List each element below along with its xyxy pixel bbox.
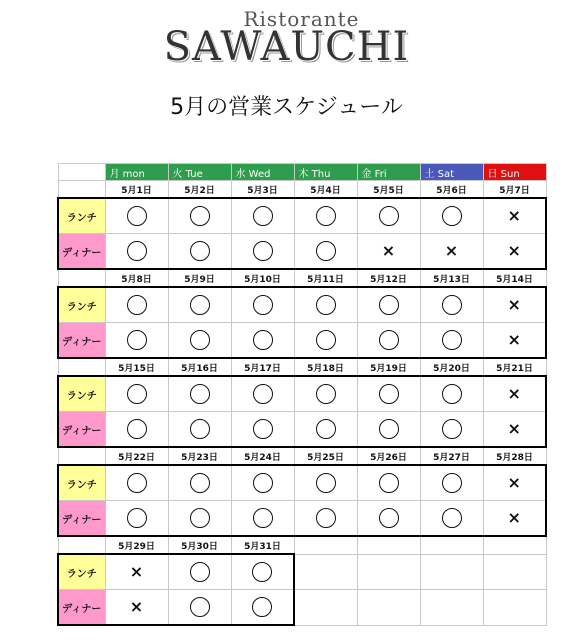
- dinner-label: ディナー: [58, 323, 105, 359]
- lunch-status-cell: [294, 198, 357, 234]
- logo-ristorante: Ristorante: [243, 7, 360, 31]
- open-circle-icon: [127, 384, 147, 404]
- closed-cross-icon: ×: [507, 508, 521, 528]
- dinner-status-cell: [231, 323, 294, 359]
- empty-cell: [294, 554, 357, 590]
- closed-cross-icon: ×: [507, 241, 521, 261]
- open-circle-icon: [442, 330, 462, 350]
- lunch-status-cell: [420, 465, 483, 501]
- date-row: [58, 447, 546, 465]
- lunch-status-cell: [357, 287, 420, 323]
- open-circle-icon: [253, 295, 273, 315]
- date-cell: 5月20日: [420, 358, 483, 376]
- dinner-label: ディナー: [58, 590, 105, 626]
- schedule-table: [57, 163, 547, 626]
- open-circle-icon: [190, 241, 210, 261]
- open-circle-icon: [253, 384, 273, 404]
- date-cell: 5月17日: [231, 358, 294, 376]
- dinner-status-cell: [105, 234, 168, 270]
- lunch-row: [58, 465, 546, 501]
- dinner-status-cell: [168, 323, 231, 359]
- dinner-status-cell: [483, 412, 546, 448]
- open-circle-icon: [316, 295, 336, 315]
- weekday-4: 金 Fri: [357, 164, 420, 181]
- open-circle-icon: [253, 473, 273, 493]
- open-circle-icon: [442, 473, 462, 493]
- dinner-status-cell: [168, 590, 231, 626]
- lunch-status-cell: [231, 376, 294, 412]
- date-cell: 5月18日: [294, 358, 357, 376]
- date-cell: 5月8日: [105, 269, 168, 287]
- lunch-status-cell: [420, 376, 483, 412]
- dinner-status-cell: [105, 323, 168, 359]
- dinner-status-cell: [420, 501, 483, 537]
- date-cell: 5月24日: [231, 447, 294, 465]
- dinner-status-cell: [294, 323, 357, 359]
- lunch-row: [58, 198, 546, 234]
- open-circle-icon: [127, 206, 147, 226]
- dinner-status-cell: [294, 412, 357, 448]
- dinner-status-cell: [420, 323, 483, 359]
- closed-cross-icon: ×: [507, 473, 521, 493]
- date-row: [58, 536, 546, 554]
- closed-cross-icon: ×: [444, 241, 459, 261]
- open-circle-icon: [127, 508, 147, 528]
- date-cell: 5月19日: [357, 358, 420, 376]
- dinner-status-cell: [231, 590, 294, 626]
- empty-cell: [483, 554, 546, 590]
- lunch-status-cell: [420, 287, 483, 323]
- date-cell: 5月3日: [231, 181, 294, 199]
- dinner-status-cell: [357, 234, 420, 270]
- date-cell: 5月12日: [357, 269, 420, 287]
- empty-cell: [294, 590, 357, 626]
- dinner-status-cell: [357, 412, 420, 448]
- lunch-row: [58, 376, 546, 412]
- date-cell: 5月5日: [357, 181, 420, 199]
- open-circle-icon: [253, 508, 273, 528]
- lunch-status-cell: [105, 465, 168, 501]
- weekday-0: 月 mon: [105, 164, 168, 181]
- date-cell: 5月30日: [168, 536, 231, 554]
- dinner-row: [58, 412, 546, 448]
- date-row-blank: [58, 181, 105, 199]
- date-cell: 5月13日: [420, 269, 483, 287]
- open-circle-icon: [316, 508, 336, 528]
- open-circle-icon: [442, 384, 462, 404]
- header-corner: [58, 164, 105, 181]
- weekday-5: 土 Sat: [420, 164, 483, 181]
- date-cell: 5月31日: [231, 536, 294, 554]
- date-cell: 5月11日: [294, 269, 357, 287]
- date-cell: 5月4日: [294, 181, 357, 199]
- dinner-status-cell: [168, 412, 231, 448]
- date-row: [58, 181, 546, 199]
- open-circle-icon: [379, 206, 399, 226]
- closed-cross-icon: ×: [507, 384, 521, 404]
- date-cell: 5月21日: [483, 358, 546, 376]
- open-circle-icon: [379, 473, 399, 493]
- open-circle-icon: [442, 508, 462, 528]
- dinner-status-cell: [483, 323, 546, 359]
- open-circle-icon: [316, 241, 336, 261]
- empty-cell: [357, 554, 420, 590]
- lunch-status-cell: [483, 376, 546, 412]
- date-cell: 5月23日: [168, 447, 231, 465]
- dinner-status-cell: [294, 501, 357, 537]
- open-circle-icon: [127, 330, 147, 350]
- lunch-label: ランチ: [58, 554, 105, 590]
- dinner-status-cell: [231, 234, 294, 270]
- lunch-status-cell: [105, 376, 168, 412]
- open-circle-icon: [316, 473, 336, 493]
- lunch-row: [58, 287, 546, 323]
- open-circle-icon: [127, 419, 147, 439]
- date-cell: 5月26日: [357, 447, 420, 465]
- empty-cell: [357, 590, 420, 626]
- lunch-label: ランチ: [58, 376, 105, 412]
- empty-cell: [294, 536, 357, 554]
- date-cell: 5月6日: [420, 181, 483, 199]
- open-circle-icon: [442, 206, 462, 226]
- dinner-status-cell: [357, 323, 420, 359]
- date-row-blank: [58, 536, 105, 554]
- dinner-row: [58, 323, 546, 359]
- dinner-row: [58, 234, 546, 270]
- dinner-status-cell: [231, 412, 294, 448]
- date-cell: 5月10日: [231, 269, 294, 287]
- closed-cross-icon: ×: [507, 419, 521, 439]
- lunch-status-cell: [168, 198, 231, 234]
- lunch-status-cell: [105, 554, 168, 590]
- lunch-status-cell: [294, 287, 357, 323]
- date-cell: 5月7日: [483, 181, 546, 199]
- dinner-status-cell: [357, 501, 420, 537]
- empty-cell: [420, 554, 483, 590]
- dinner-status-cell: [483, 501, 546, 537]
- lunch-status-cell: [168, 376, 231, 412]
- open-circle-icon: [252, 562, 272, 582]
- dinner-status-cell: [294, 234, 357, 270]
- lunch-status-cell: [168, 554, 231, 590]
- date-cell: 5月14日: [483, 269, 546, 287]
- weekday-1: 火 Tue: [168, 164, 231, 181]
- lunch-status-cell: [168, 287, 231, 323]
- dinner-status-cell: [420, 234, 483, 270]
- empty-cell: [357, 536, 420, 554]
- lunch-label: ランチ: [58, 465, 105, 501]
- open-circle-icon: [316, 206, 336, 226]
- date-row: [58, 269, 546, 287]
- open-circle-icon: [190, 206, 210, 226]
- date-row-blank: [58, 447, 105, 465]
- open-circle-icon: [190, 597, 210, 617]
- open-circle-icon: [253, 330, 273, 350]
- lunch-status-cell: [168, 465, 231, 501]
- open-circle-icon: [252, 597, 272, 617]
- lunch-status-cell: [357, 198, 420, 234]
- weekday-6: 日 Sun: [483, 164, 546, 181]
- closed-cross-icon: ×: [507, 330, 521, 350]
- open-circle-icon: [127, 473, 147, 493]
- closed-cross-icon: ×: [507, 206, 521, 226]
- lunch-status-cell: [105, 287, 168, 323]
- date-cell: 5月1日: [105, 181, 168, 199]
- open-circle-icon: [379, 384, 399, 404]
- open-circle-icon: [190, 330, 210, 350]
- open-circle-icon: [379, 419, 399, 439]
- open-circle-icon: [127, 241, 147, 261]
- lunch-status-cell: [420, 198, 483, 234]
- lunch-status-cell: [483, 287, 546, 323]
- dinner-status-cell: [483, 234, 546, 270]
- date-cell: 5月16日: [168, 358, 231, 376]
- closed-cross-icon: ×: [381, 241, 396, 261]
- lunch-row: [58, 554, 546, 590]
- date-cell: 5月2日: [168, 181, 231, 199]
- date-cell: 5月29日: [105, 536, 168, 554]
- page-title: 5月の営業スケジュール: [170, 95, 403, 120]
- open-circle-icon: [379, 295, 399, 315]
- date-row-blank: [58, 358, 105, 376]
- dinner-row: [58, 501, 546, 537]
- lunch-label: ランチ: [58, 287, 105, 323]
- lunch-status-cell: [483, 198, 546, 234]
- lunch-status-cell: [231, 465, 294, 501]
- weekday-header-row: [58, 164, 546, 181]
- open-circle-icon: [190, 562, 210, 582]
- lunch-status-cell: [231, 287, 294, 323]
- logo-sawauchi: SAWAUCHI: [163, 24, 410, 70]
- open-circle-icon: [442, 419, 462, 439]
- open-circle-icon: [316, 330, 336, 350]
- closed-cross-icon: ×: [129, 597, 144, 617]
- dinner-label: ディナー: [58, 234, 105, 270]
- open-circle-icon: [190, 473, 210, 493]
- open-circle-icon: [316, 384, 336, 404]
- lunch-status-cell: [294, 465, 357, 501]
- open-circle-icon: [190, 419, 210, 439]
- lunch-status-cell: [231, 554, 294, 590]
- lunch-status-cell: [357, 376, 420, 412]
- dinner-status-cell: [231, 501, 294, 537]
- date-row-blank: [58, 269, 105, 287]
- dinner-row: [58, 590, 546, 626]
- dinner-status-cell: [105, 590, 168, 626]
- dinner-label: ディナー: [58, 501, 105, 537]
- empty-cell: [483, 590, 546, 626]
- dinner-status-cell: [168, 234, 231, 270]
- dinner-status-cell: [168, 501, 231, 537]
- lunch-status-cell: [483, 465, 546, 501]
- open-circle-icon: [190, 384, 210, 404]
- open-circle-icon: [253, 419, 273, 439]
- open-circle-icon: [253, 206, 273, 226]
- lunch-status-cell: [294, 376, 357, 412]
- date-cell: 5月9日: [168, 269, 231, 287]
- empty-cell: [420, 536, 483, 554]
- weekday-2: 水 Wed: [231, 164, 294, 181]
- lunch-status-cell: [357, 465, 420, 501]
- open-circle-icon: [190, 295, 210, 315]
- date-row: [58, 358, 546, 376]
- lunch-status-cell: [231, 198, 294, 234]
- dinner-label: ディナー: [58, 412, 105, 448]
- date-cell: 5月27日: [420, 447, 483, 465]
- dinner-status-cell: [105, 412, 168, 448]
- open-circle-icon: [379, 330, 399, 350]
- dinner-status-cell: [420, 412, 483, 448]
- date-cell: 5月25日: [294, 447, 357, 465]
- lunch-label: ランチ: [58, 198, 105, 234]
- date-cell: 5月28日: [483, 447, 546, 465]
- dinner-status-cell: [105, 501, 168, 537]
- empty-cell: [420, 590, 483, 626]
- restaurant-logo: [0, 7, 573, 70]
- date-cell: 5月22日: [105, 447, 168, 465]
- open-circle-icon: [379, 508, 399, 528]
- open-circle-icon: [127, 295, 147, 315]
- weekday-3: 木 Thu: [294, 164, 357, 181]
- lunch-status-cell: [105, 198, 168, 234]
- closed-cross-icon: ×: [507, 295, 521, 315]
- open-circle-icon: [316, 419, 336, 439]
- date-cell: 5月15日: [105, 358, 168, 376]
- empty-cell: [483, 536, 546, 554]
- closed-cross-icon: ×: [129, 562, 144, 582]
- open-circle-icon: [190, 508, 210, 528]
- open-circle-icon: [253, 241, 273, 261]
- open-circle-icon: [442, 295, 462, 315]
